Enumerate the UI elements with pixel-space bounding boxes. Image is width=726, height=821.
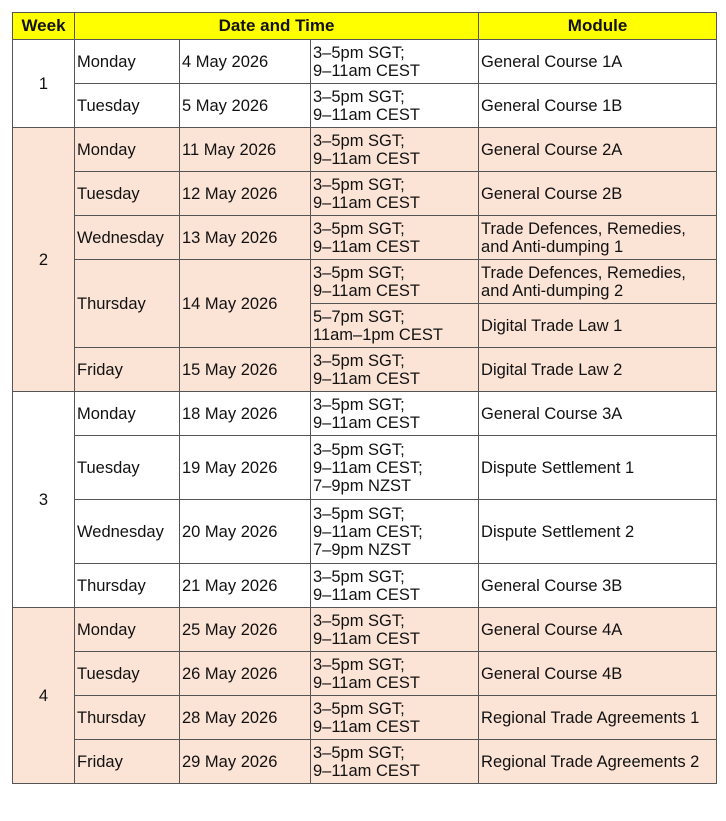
time-cell: 3–5pm SGT; 9–11am CEST; 7–9pm NZST [311,436,479,500]
table-row [13,260,717,304]
date-cell: 18 May 2026 [180,392,311,436]
table-row [13,740,717,784]
day-cell: Tuesday [75,652,180,696]
time-cell: 3–5pm SGT; 9–11am CEST [311,348,479,392]
day-cell: Friday [75,348,180,392]
module-cell: Trade Defences, Remedies, and Anti-dumping 2 [479,260,717,304]
header-module: Module [479,13,717,40]
time-cell: 3–5pm SGT; 9–11am CEST [311,216,479,260]
table-row [13,500,717,564]
module-cell: General Course 4B [479,652,717,696]
header-row [13,13,717,40]
date-cell: 26 May 2026 [180,652,311,696]
table-row [13,392,717,436]
day-cell: Monday [75,40,180,84]
date-cell: 21 May 2026 [180,564,311,608]
time-cell: 3–5pm SGT; 9–11am CEST [311,608,479,652]
day-cell: Tuesday [75,436,180,500]
day-cell: Friday [75,740,180,784]
time-cell: 3–5pm SGT; 9–11am CEST [311,392,479,436]
module-cell: Digital Trade Law 1 [479,304,717,348]
day-cell: Monday [75,128,180,172]
module-cell: Dispute Settlement 1 [479,436,717,500]
time-cell: 3–5pm SGT; 9–11am CEST [311,172,479,216]
day-cell: Wednesday [75,500,180,564]
module-cell: Trade Defences, Remedies, and Anti-dumping 1 [479,216,717,260]
time-cell: 3–5pm SGT; 9–11am CEST; 7–9pm NZST [311,500,479,564]
day-cell: Wednesday [75,216,180,260]
time-cell: 3–5pm SGT; 9–11am CEST [311,128,479,172]
header-date-time: Date and Time [75,13,479,40]
day-cell: Tuesday [75,172,180,216]
module-cell: General Course 2A [479,128,717,172]
date-cell: 5 May 2026 [180,84,311,128]
module-cell: General Course 1A [479,40,717,84]
table-row [13,564,717,608]
module-cell: General Course 4A [479,608,717,652]
date-cell: 29 May 2026 [180,740,311,784]
header-week: Week [13,13,75,40]
week-number: 2 [13,128,75,392]
module-cell: General Course 3B [479,564,717,608]
date-cell: 19 May 2026 [180,436,311,500]
date-cell: 20 May 2026 [180,500,311,564]
table-row [13,128,717,172]
day-cell: Monday [75,608,180,652]
day-cell: Thursday [75,260,180,348]
time-cell: 3–5pm SGT; 9–11am CEST [311,564,479,608]
module-cell: Digital Trade Law 2 [479,348,717,392]
date-cell: 25 May 2026 [180,608,311,652]
module-cell: Regional Trade Agreements 1 [479,696,717,740]
module-cell: Regional Trade Agreements 2 [479,740,717,784]
module-cell: General Course 3A [479,392,717,436]
schedule-table [12,12,717,784]
module-cell: General Course 2B [479,172,717,216]
date-cell: 12 May 2026 [180,172,311,216]
date-cell: 11 May 2026 [180,128,311,172]
table-row [13,608,717,652]
module-cell: Dispute Settlement 2 [479,500,717,564]
day-cell: Monday [75,392,180,436]
time-cell: 5–7pm SGT; 11am–1pm CEST [311,304,479,348]
week-number: 3 [13,392,75,608]
date-cell: 28 May 2026 [180,696,311,740]
date-cell: 14 May 2026 [180,260,311,348]
time-cell: 3–5pm SGT; 9–11am CEST [311,260,479,304]
date-cell: 13 May 2026 [180,216,311,260]
time-cell: 3–5pm SGT; 9–11am CEST [311,652,479,696]
day-cell: Thursday [75,696,180,740]
time-cell: 3–5pm SGT; 9–11am CEST [311,696,479,740]
table-row [13,172,717,216]
day-cell: Thursday [75,564,180,608]
time-cell: 3–5pm SGT; 9–11am CEST [311,740,479,784]
table-row [13,348,717,392]
table-row [13,40,717,84]
week-number: 1 [13,40,75,128]
table-row [13,696,717,740]
table-row [13,436,717,500]
time-cell: 3–5pm SGT; 9–11am CEST [311,84,479,128]
time-cell: 3–5pm SGT; 9–11am CEST [311,40,479,84]
table-row [13,216,717,260]
table-row [13,84,717,128]
date-cell: 4 May 2026 [180,40,311,84]
module-cell: General Course 1B [479,84,717,128]
day-cell: Tuesday [75,84,180,128]
table-row [13,652,717,696]
date-cell: 15 May 2026 [180,348,311,392]
week-number: 4 [13,608,75,784]
